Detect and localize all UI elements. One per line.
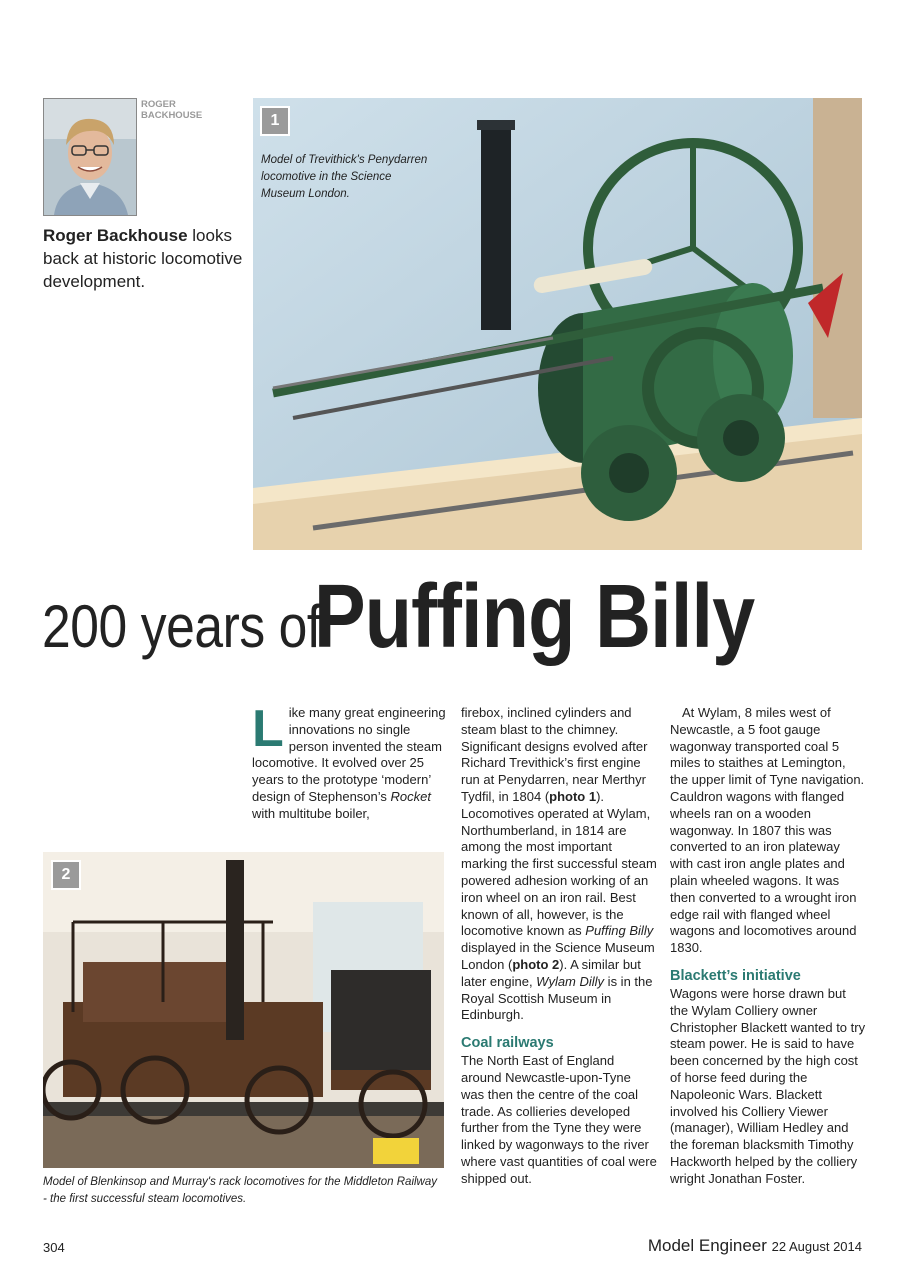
body-column-3 [670, 705, 866, 1188]
drop-cap: L [252, 700, 284, 758]
magazine-footer [648, 1236, 862, 1256]
author-name: Roger Backhouse [43, 226, 188, 245]
photo1-ref: photo 1 [549, 788, 597, 804]
author-intro [43, 224, 243, 293]
body-column-2 [461, 705, 657, 1188]
headline-light: 200 years of [42, 593, 321, 660]
byline-first: ROGER [141, 99, 176, 110]
col3-paragraph-1: At Wylam, 8 miles west of Newcastle, a 5 foot gauge wagonway transported coal 5 miles to staithes at Lemington, the upper limit of Tyne navigation. Cauldron wagons with flanged wheels ran on a wooden wagonway. In 1807 this was converted to an iron plateway with cast iron angle plates and plain wheeled wagons. It was then converted to a wrought iron edge rail with flanged wheel wagons and locomotives around 1830. [670, 705, 865, 956]
headline-bold: Puffing Billy [314, 567, 755, 667]
col3-paragraph-2: Wagons were horse drawn but the Wylam Colliery owner Christopher Blackett wanted to try steam power. He is said to have been concerned by the high cost of horse feed during the Napoleonic Wars. Blackett involved his Colliery Viewer (manager), William Hedley and the foreman blacksmith Timothy Hackworth helped by the colliery wright Jonathan Foster. [670, 985, 866, 1186]
subhead-blacketts-initiative: Blackett’s initiative [670, 967, 801, 984]
col1-tail: with multitube boiler, [252, 805, 370, 821]
puffing-billy-ref: Puffing Billy [585, 923, 654, 939]
photo1-caption: Model of Trevithick's Penydarren locomotive in the Science Museum London. [261, 154, 428, 200]
photo-puffing-billy-model [43, 852, 444, 1168]
photo2-ref: photo 2 [512, 956, 560, 972]
col2-p1-b: ). Locomotives operated at Wylam, Northumberland, in 1814 are among the most important marking the first successful steam powered adhesion working of an iron wheel on an iron rail. Best known of all, however, is the locomotive known as [461, 788, 657, 939]
subhead-coal-railways: Coal railways [461, 1035, 554, 1052]
photo2-caption: Model of Blenkinsop and Murray's rack locomotives for the Middleton Railway - the first successful steam locomotives. [43, 1176, 438, 1205]
author-intro-text: looks back at historic locomotive development. [43, 226, 243, 291]
col1-text: ike many great engineering innovations no single person invented the steam locomotive. It evolved over 25 years to the prototype ‘modern’ design of Stephenson’s [252, 705, 446, 804]
wylam-dilly-ref: Wylam Dilly [536, 973, 605, 989]
magazine-name: Model Engineer [647, 1236, 767, 1255]
page-number: 304 [43, 1240, 65, 1255]
article-headline [42, 566, 872, 676]
col2-p1-e: is in the Royal Scottish Museum in Edinburgh. [461, 973, 653, 1023]
author-portrait [43, 98, 137, 216]
byline-last: BACKHOUSE [141, 110, 203, 121]
body-column-1 [252, 700, 448, 823]
col2-p1-d: ). A similar but later engine, [461, 956, 641, 989]
byline-tag [141, 99, 221, 121]
photo-number-1: 1 [260, 106, 290, 136]
col1-italic: Rocket [390, 788, 431, 804]
col2-p1-a: firebox, inclined cylinders and steam blast to the chimney. Significant designs evolved after Richard Trevithick’s first engine run at Penydarren, near Merthyr Tydfil, in 1804 ( [461, 705, 648, 804]
photo-number-2: 2 [51, 860, 81, 890]
issue-date: 22 August 2014 [771, 1239, 862, 1254]
col2-paragraph-2: The North East of England around Newcastle-upon-Tyne was then the centre of the coal trade. As collieries developed further from the Tyne they were linked by wagonways to the river where vast quantities of coal were shipped out. [461, 1053, 657, 1186]
col2-p1-c: displayed in the Science Museum London ( [461, 940, 655, 972]
